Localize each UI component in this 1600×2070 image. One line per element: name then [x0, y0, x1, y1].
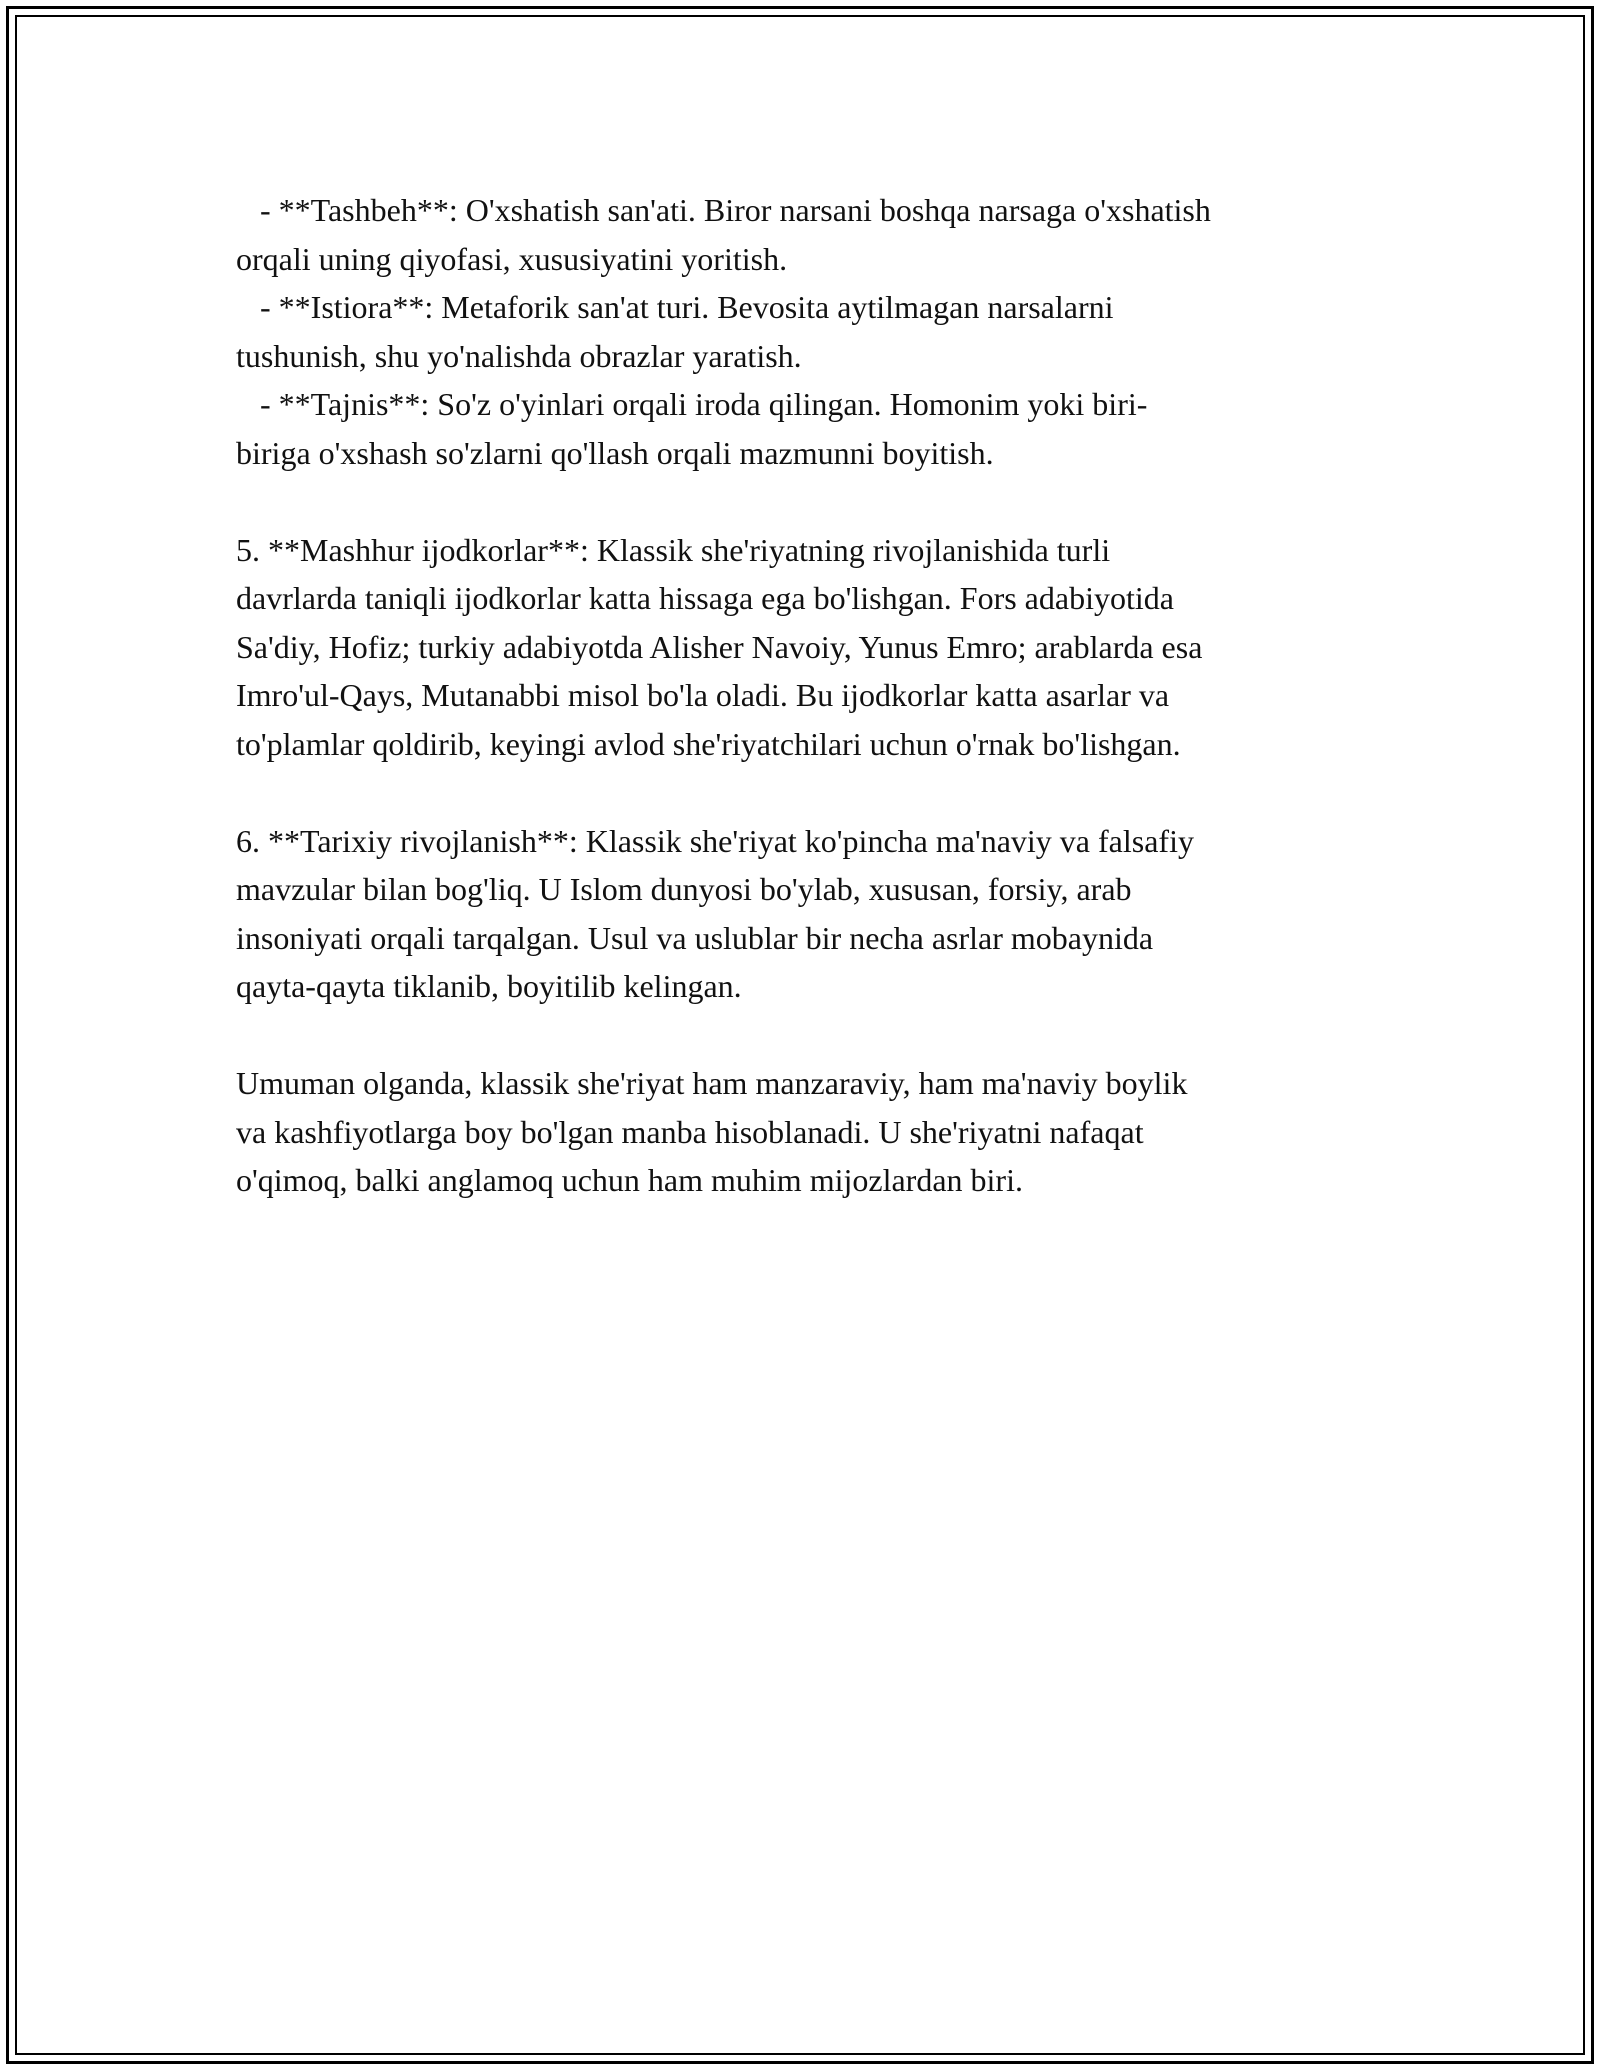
paragraph-tarixiy-rivojlanish: [236, 817, 1376, 1011]
text-line: to'plamlar qoldirib, keyingi avlod she'riyatchilari uchun o'rnak bo'lishgan.: [236, 725, 1181, 762]
list-item-istiora: [236, 283, 1376, 380]
text-line: Sa'diy, Hofiz; turkiy adabiyotda Alisher Navoiy, Yunus Emro; arablarda esa: [236, 628, 1203, 665]
text-line: - **Tashbeh**: O'xshatish san'ati. Biror narsani boshqa narsaga o'xshatish: [236, 192, 1211, 228]
text-line: davrlarda taniqli ijodkorlar katta hissaga ega bo'lishgan. Fors adabiyotida: [236, 580, 1174, 616]
text-line: mavzular bilan bog'liq. U Islom dunyosi bo'ylab, xususan, forsiy, arab: [236, 871, 1132, 907]
text-line: - **Istiora**: Metaforik san'at turi. Bevosita aytilmagan narsalarni: [236, 289, 1114, 325]
text-line: 5. **Mashhur ijodkorlar**: Klassik she'riyatning rivojlanishida turli: [236, 531, 1111, 568]
text-line: orqali uning qiyofasi, xususiyatini yoritish.: [236, 240, 788, 277]
text-line: - **Tajnis**: So'z o'yinlari orqali iroda qilingan. Homonim yoki biri-: [236, 386, 1148, 422]
text-line: Umuman olganda, klassik she'riyat ham manzaraviy, ham ma'naviy boylik: [236, 1065, 1188, 1101]
paragraph-gap: [236, 1011, 1376, 1060]
paragraph-gap: [236, 768, 1376, 817]
paragraph-xulosa: [236, 1059, 1376, 1205]
text-line: 6. **Tarixiy rivojlanish**: Klassik she'riyat ko'pincha ma'naviy va falsafiy: [236, 822, 1194, 859]
text-line: biriga o'xshash so'zlarni qo'llash orqali mazmunni boyitish.: [236, 434, 994, 471]
text-line: Imro'ul-Qays, Mutanabbi misol bo'la oladi. Bu ijodkorlar katta asarlar va: [236, 677, 1170, 713]
list-item-tashbeh: [236, 186, 1376, 283]
text-line: insoniyati orqali tarqalgan. Usul va uslublar bir necha asrlar mobaynida: [236, 919, 1154, 956]
document-body: [236, 186, 1376, 1205]
paragraph-mashhur-ijodkorlar: [236, 526, 1376, 769]
text-line: qayta-qayta tiklanib, boyitilib kelingan.: [236, 968, 742, 1004]
list-item-tajnis: [236, 380, 1376, 477]
text-line: va kashfiyotlarga boy bo'lgan manba hisoblanadi. U she'riyatni nafaqat: [236, 1113, 1144, 1150]
text-line: tushunish, shu yo'nalishda obrazlar yaratish.: [236, 337, 802, 374]
text-line: o'qimoq, balki anglamoq uchun ham muhim mijozlardan biri.: [236, 1162, 1023, 1198]
paragraph-gap: [236, 477, 1376, 526]
